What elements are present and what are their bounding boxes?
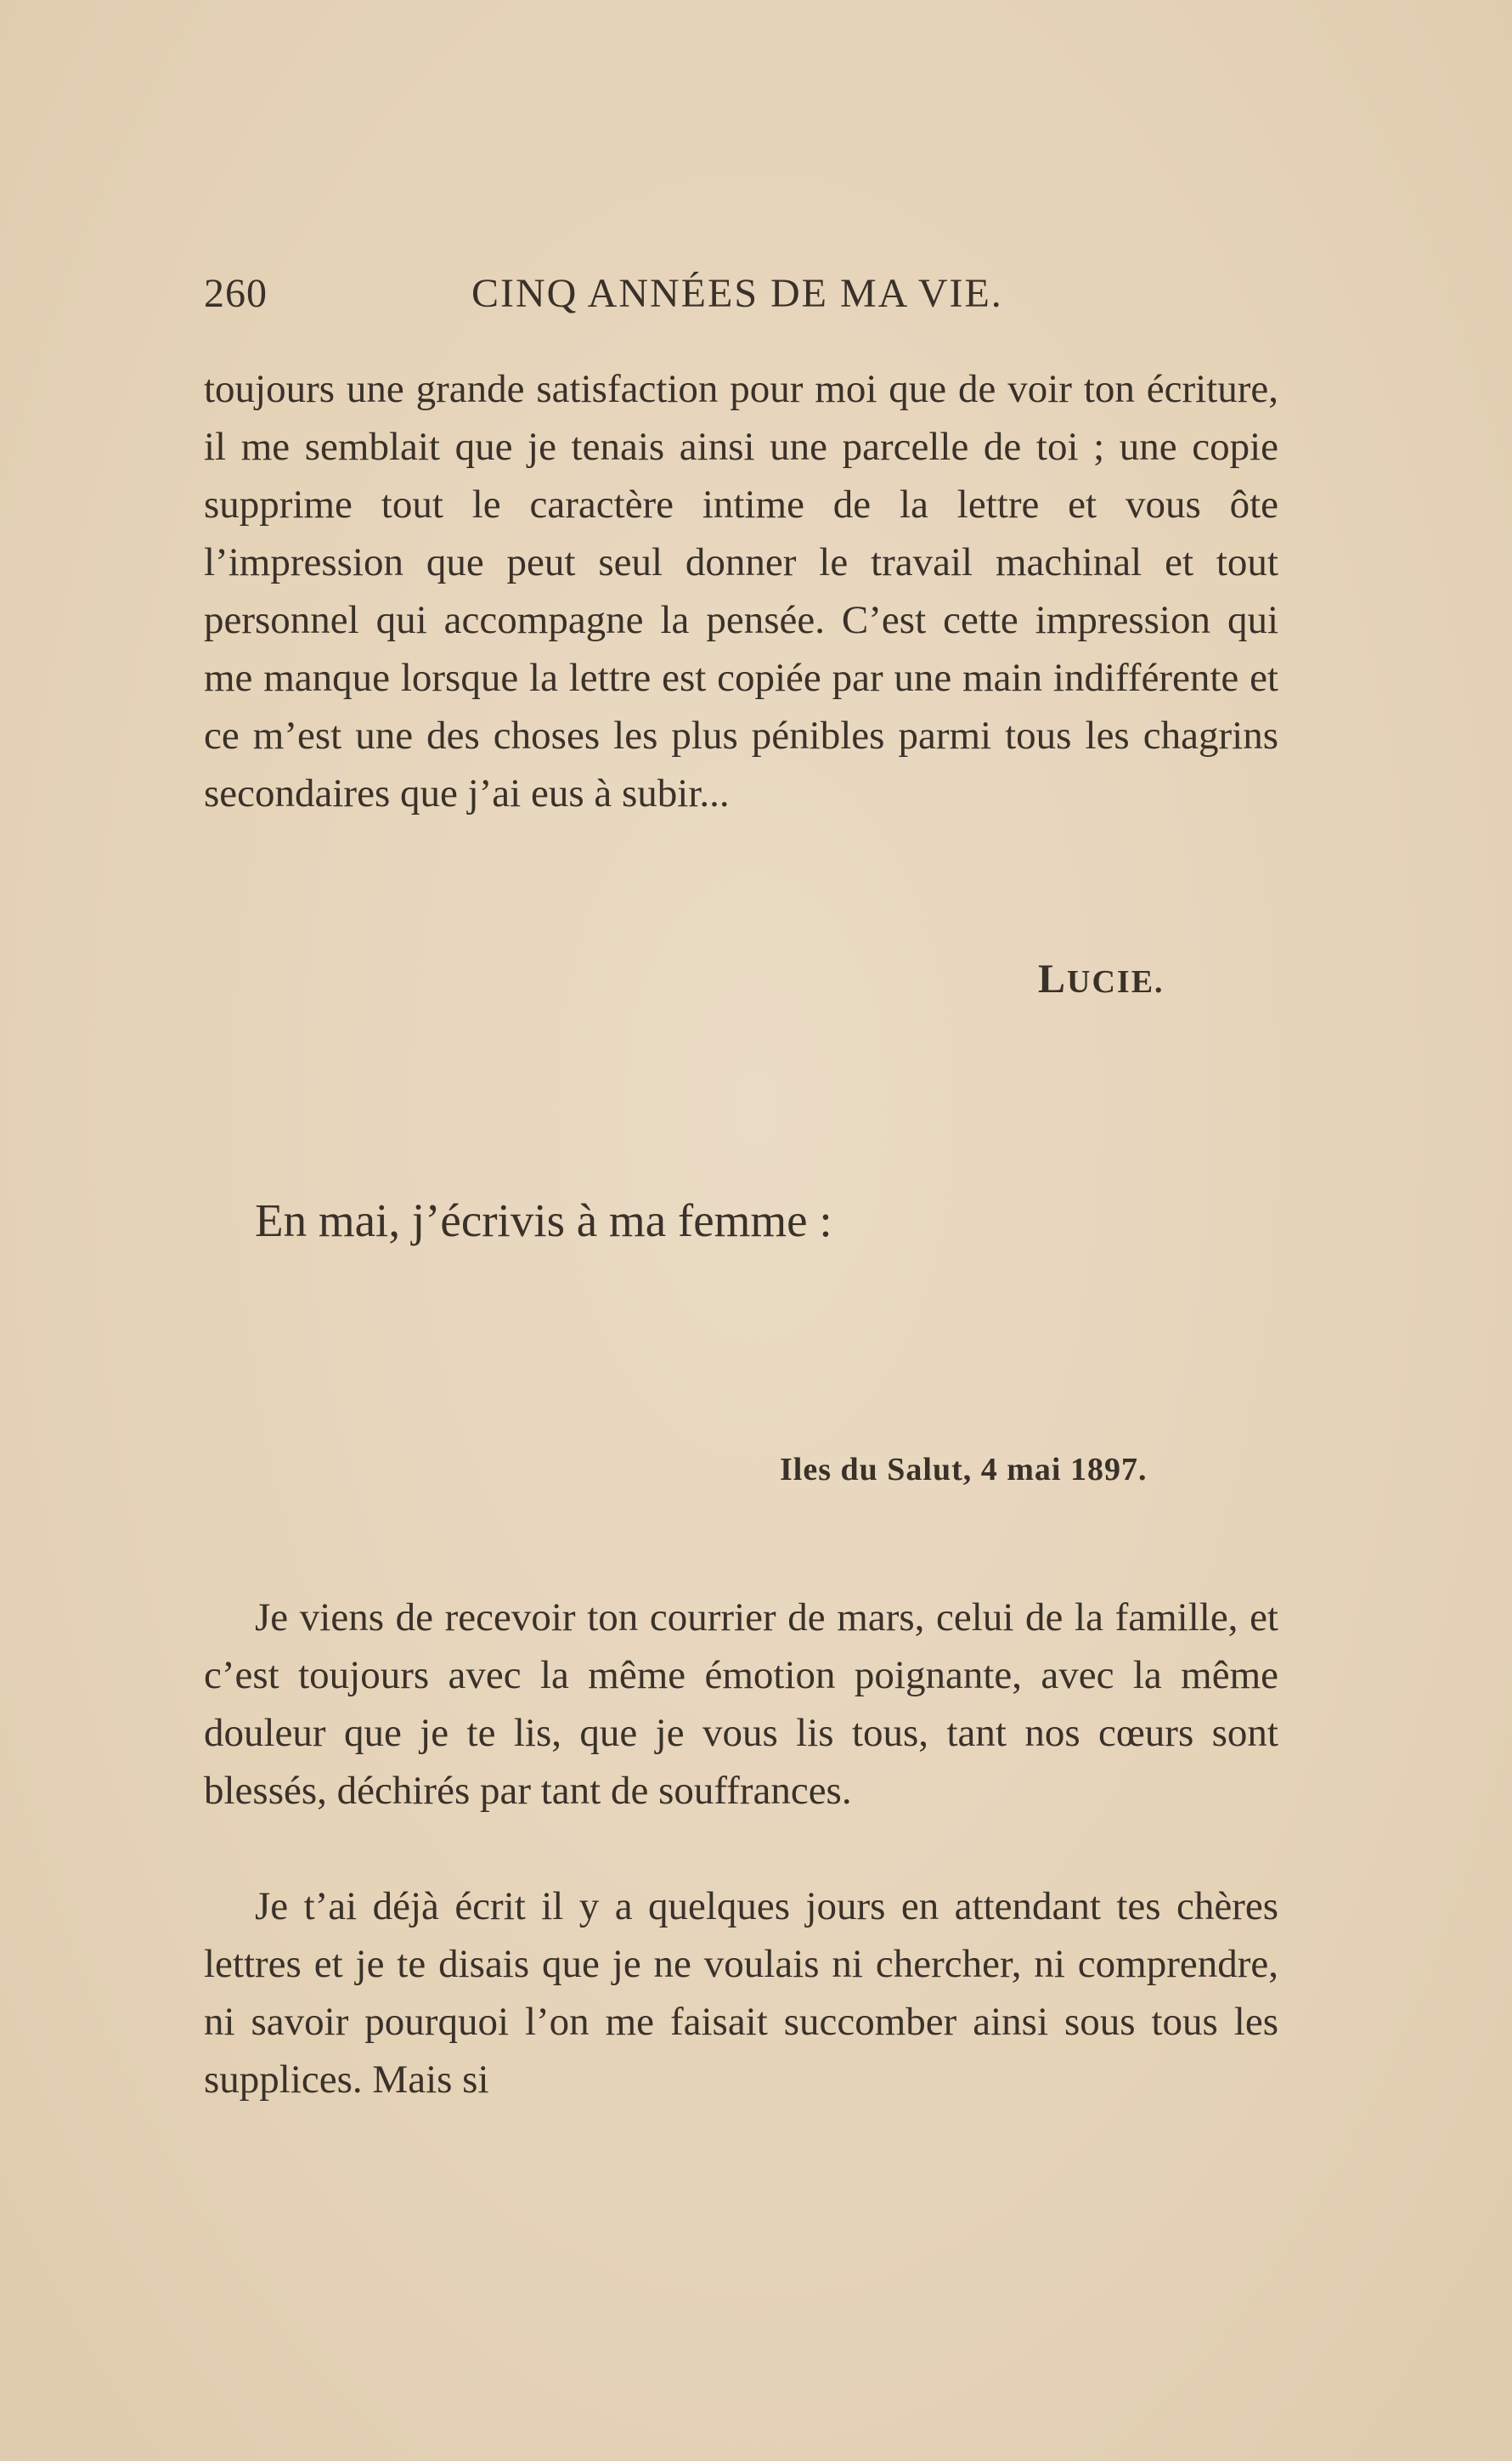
- running-title: CINQ ANNÉES DE MA VIE.: [471, 271, 1003, 316]
- letter-signature: [1038, 956, 1165, 1002]
- letter-dateline: Iles du Salut, 4 mai 1897.: [780, 1452, 1148, 1487]
- letter-paragraph-1: [204, 1589, 1278, 1820]
- signature-rest: UCIE.: [1067, 964, 1165, 1000]
- page-number: 260: [204, 271, 268, 316]
- running-head: [204, 270, 1291, 321]
- letter-continuation-paragraph: [204, 360, 1278, 822]
- signature-initial: L: [1038, 957, 1068, 1002]
- letter-paragraph-1-text: Je viens de recevoir ton courrier de mars, celui de la famille, et c’est toujours avec la même émotion poignante, avec la même douleur que je te lis, que je vous lis tous, tant nos cœurs sont blessés, déchirés par tant de souffrances.: [204, 1595, 1278, 1813]
- letter-continuation-text: toujours une grande satisfaction pour moi que de voir ton écriture, il me semblait que je tenais ainsi une parcelle de toi ; une copie supprime tout le caractère intime de la lettre et vous ôte l’impression que peut seul donner le travail machinal et tout personnel qui accompagne la pensée. C’est cette impression qui me manque lorsque la lettre est copiée par une main indifférente et ce m’est une des choses les plus pénibles parmi tous les chagrins secondaires que j’ai eus à subir...: [204, 367, 1278, 816]
- intro-line: En mai, j’écrivis à ma femme :: [255, 1194, 832, 1246]
- letter-paragraph-2: [204, 1877, 1278, 2108]
- letter-paragraph-2-text: Je t’ai déjà écrit il y a quelques jours en attendant tes chères lettres et je te disais que je ne voulais ni chercher, ni comprendre, ni savoir pourquoi l’on me faisait succomber ainsi sous tous les supplices. Mais si: [204, 1884, 1278, 2102]
